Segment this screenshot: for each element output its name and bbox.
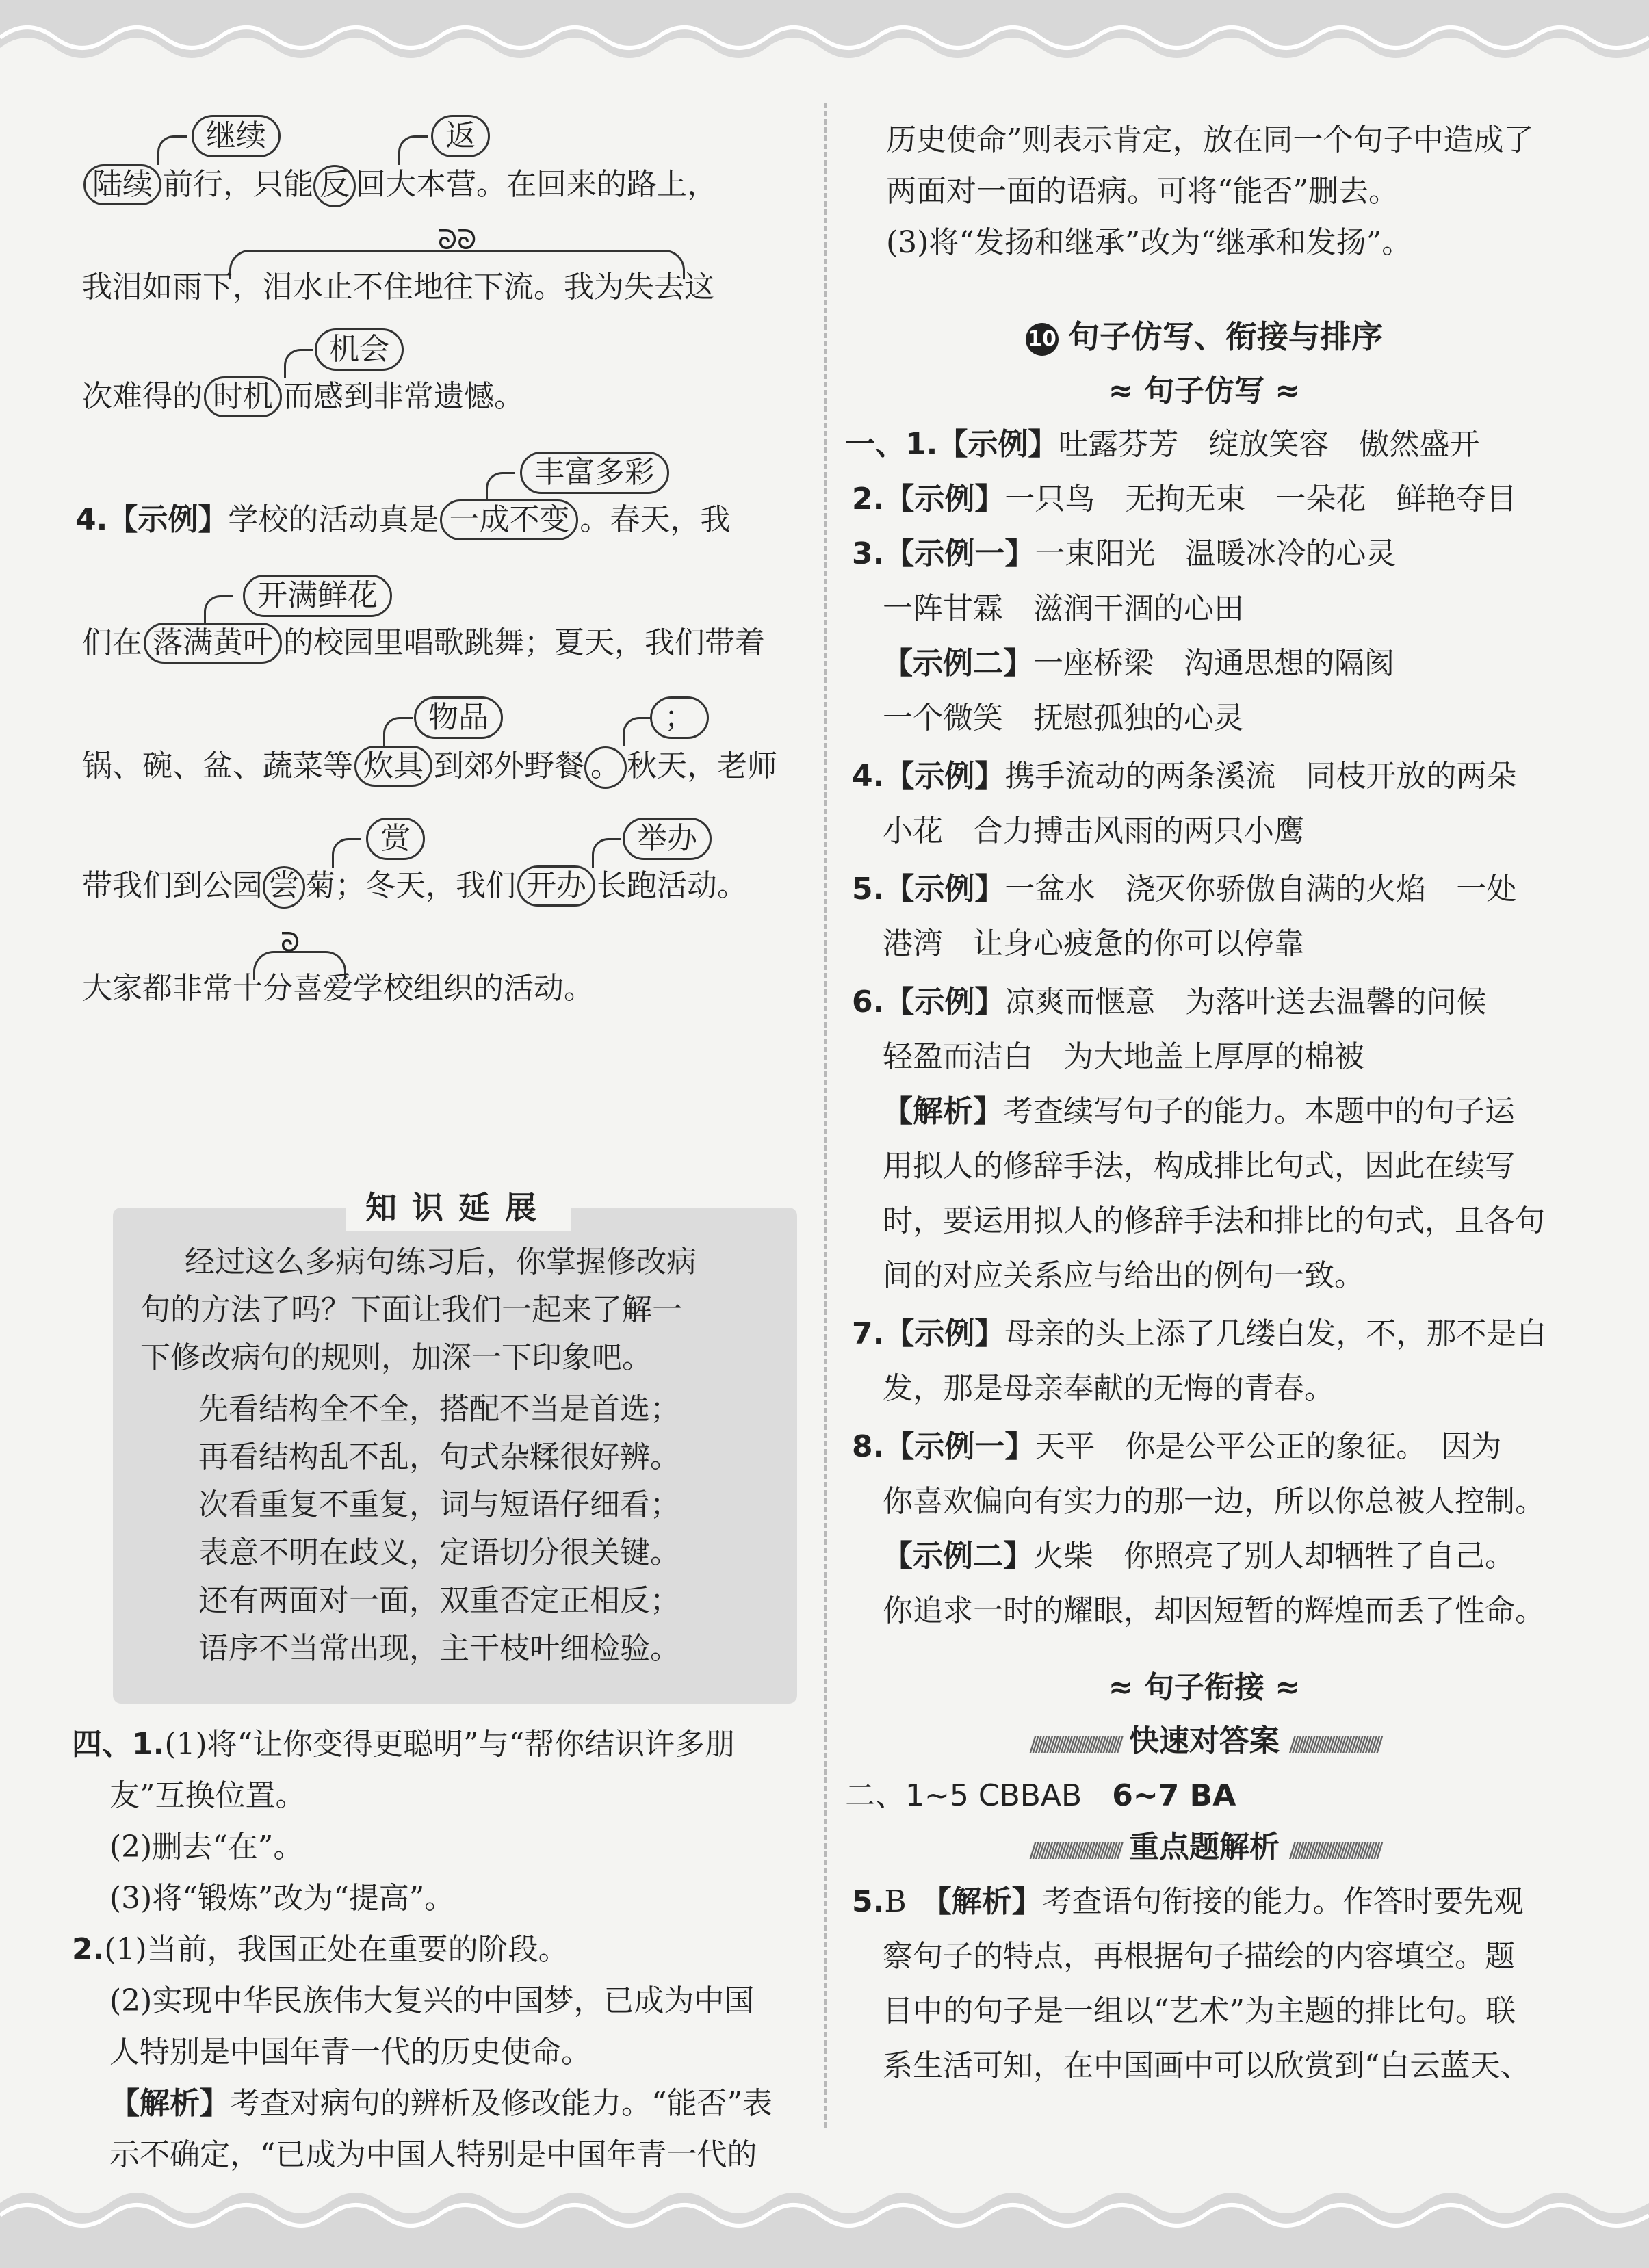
tag: 【解析】 [109, 2086, 230, 2121]
tag: 【示例】 [884, 985, 1005, 1019]
item-number: 四、1. [72, 1727, 165, 1762]
quick-answer-label: 快速对答案 [1129, 1723, 1280, 1758]
text-line: 时，要运用拟人的修辞手法和排比的句式，且各句 [883, 1203, 1545, 1238]
hatch-decoration: //////////////////////////////// [1029, 1732, 1119, 1756]
text: 一盆水 浇灭你骄傲自满的火焰 一处 [1004, 872, 1517, 907]
text-line [82, 623, 765, 664]
correction-connector [332, 838, 361, 868]
correction-bubble: 物品 [414, 696, 503, 739]
text: 考查续写句子的能力。本题中的句子运 [1003, 1094, 1515, 1129]
text-line [852, 479, 1516, 520]
text-line [883, 1536, 1515, 1577]
text-line: 人特别是中国年青一代的历史使命。 [109, 2035, 591, 2070]
text-line [82, 164, 717, 207]
text: 天平 你是公平公正的象征。 因为 [1035, 1429, 1502, 1464]
text-line: 港湾 让身心疲惫的你可以停靠 [883, 926, 1304, 961]
text-line [852, 1314, 1546, 1355]
item-number: 2. [72, 1932, 105, 1967]
tag: 【解析】 [936, 1884, 1042, 1919]
text: 的校园里唱歌跳舞；夏天，我们带着 [283, 625, 765, 660]
deleted-phrase: ，泪水止不住地往下流 [233, 270, 534, 304]
knowledge-verse: 再看结构乱不乱，句式杂糅很好辨。 [198, 1439, 680, 1474]
column-divider [824, 103, 827, 2128]
text: 秋天，老师 [627, 748, 777, 783]
text-line [852, 869, 1516, 910]
text: 前行，只能 [163, 167, 313, 202]
key-analysis-bar [845, 1827, 1563, 1871]
text-line: 友”互换位置。 [109, 1778, 306, 1813]
correction-connector [284, 349, 313, 378]
correction-bubble: 丰富多彩 [520, 452, 669, 494]
text-line [72, 1929, 569, 1970]
tag: 【示例二】 [883, 1539, 1033, 1574]
wave-icon: ≈ [1264, 1670, 1301, 1705]
text: 考查语句衔接的能力。作答时要先观 [1041, 1884, 1524, 1919]
knowledge-line: 下修改病句的规则，加深一下印象吧。 [140, 1340, 652, 1375]
marked-char: 反 [313, 165, 356, 207]
text: 。我为失去这 [534, 270, 714, 304]
marked-char: 。 [584, 746, 627, 789]
subsection-title: 句子仿写 [1144, 374, 1264, 408]
text: 到郊外野餐 [434, 748, 584, 783]
knowledge-verse: 语序不当常出现，主干枝叶细检验。 [198, 1631, 680, 1666]
wave-icon: ≈ [1108, 1670, 1144, 1705]
text-line [72, 1724, 735, 1765]
text: 而感到非常遗憾。 [283, 379, 524, 414]
tag: 【示例】 [884, 1316, 1005, 1351]
text-line: (3)将“发扬和继承”改为“继承和发扬”。 [886, 225, 1412, 260]
top-wave-band [0, 0, 1649, 65]
marked-char: 尝 [263, 866, 305, 909]
correction-connector [486, 472, 515, 501]
text-line: (2)删去“在”。 [109, 1829, 304, 1864]
correction-connector [398, 135, 428, 165]
section-number-badge: 10 [1026, 323, 1059, 356]
knowledge-title: 知识延展 [346, 1184, 571, 1231]
item-number: 一、1. [845, 427, 938, 462]
quick-answer-bar [845, 1721, 1563, 1765]
marked-word: 时机 [204, 376, 282, 417]
text-line: 你喜欢偏向有实力的那一边，所以你总被人控制。 [883, 1484, 1545, 1519]
tag: 【示例】 [884, 759, 1005, 794]
text: 长跑活动。 [597, 868, 747, 903]
knowledge-verse: 次看重复不重复，词与短语仔细看； [198, 1487, 680, 1522]
text: 我泪如雨下 [82, 270, 233, 304]
item-number: 3. [852, 536, 885, 571]
correction-bubble: 继续 [192, 115, 281, 157]
text: 吐露芬芳 绽放笑容 傲然盛开 [1058, 427, 1480, 462]
subsection-heading [845, 369, 1563, 413]
text-line [82, 968, 594, 1009]
text-line: 目中的句子是一组以“艺术”为主题的排比句。联 [883, 1994, 1516, 2029]
tag: 【示例】 [107, 502, 229, 537]
text-line [883, 1091, 1515, 1132]
text-line [82, 746, 777, 789]
delete-swirl: ᘐ [281, 927, 300, 959]
text: 带我们到公园 [82, 868, 263, 903]
text: 菊；冬天，我们 [305, 868, 516, 903]
deleted-phrase: 十分 [233, 971, 293, 1006]
delete-swirl: ᘐᘐ [438, 224, 477, 256]
hatch-decoration: //////////////////////////////// [1029, 1838, 1119, 1862]
text-line: 历史使命”则表示肯定，放在同一个句子中造成了 [886, 122, 1534, 157]
text-line [82, 376, 524, 417]
section-heading [845, 315, 1563, 359]
hatch-decoration: //////////////////////////////// [1289, 1838, 1379, 1862]
correction-connector [623, 717, 652, 746]
correction-bubble: ； [650, 696, 709, 739]
text-line: 用拟人的修辞手法，构成排比句式，因此在续写 [883, 1149, 1515, 1184]
text: 大家都非常 [82, 971, 233, 1006]
answer: B [884, 1884, 907, 1919]
tag: 【解析】 [883, 1094, 1003, 1129]
text-line [852, 534, 1396, 575]
text-line [852, 1426, 1501, 1468]
tag: 【示例】 [937, 427, 1059, 462]
text: 。春天，我 [580, 502, 731, 537]
text-line: 你追求一时的耀眼，却因短暂的辉煌而丢了性命。 [883, 1593, 1545, 1628]
answer-group: 6~7 BA [1112, 1778, 1236, 1813]
tag: 【示例】 [884, 872, 1005, 907]
text-line [852, 1881, 1524, 1922]
item-number: 7. [852, 1316, 885, 1351]
knowledge-verse: 先看结构全不全，搭配不当是首选； [198, 1392, 680, 1426]
knowledge-line: 经过这么多病句练习后，你掌握修改病 [185, 1244, 697, 1279]
correction-connector [592, 838, 621, 868]
answer-line [845, 1775, 1236, 1816]
text: 母亲的头上添了几缕白发，不，那不是白 [1004, 1316, 1547, 1351]
text-line: 发，那是母亲奉献的无悔的青春。 [883, 1371, 1334, 1406]
tag: 【示例二】 [883, 646, 1033, 681]
text-line: 轻盈而洁白 为大地盖上厚厚的棉被 [883, 1039, 1364, 1074]
section-title: 句子仿写、衔接与排序 [1068, 318, 1383, 355]
key-analysis-label: 重点题解析 [1129, 1829, 1280, 1864]
text: 考查对病句的辨析及修改能力。“能否”表 [230, 2086, 772, 2121]
correction-bubble: 开满鲜花 [243, 575, 392, 617]
marked-word: 陆续 [83, 164, 161, 205]
item-number: 5. [852, 872, 885, 907]
correction-connector [204, 595, 233, 625]
item-number: 2. [852, 482, 885, 517]
text-line: 两面对一面的语病。可将“能否”删去。 [886, 174, 1399, 209]
subsection-title: 句子衔接 [1144, 1670, 1264, 1705]
text: 一座桥梁 沟通思想的隔阂 [1033, 646, 1394, 681]
marked-word: 炊具 [354, 746, 432, 787]
text-line [82, 267, 714, 308]
correction-bubble: 机会 [315, 328, 404, 371]
text: 喜爱学校组织的活动。 [293, 971, 594, 1006]
text-line: 一个微笑 抚慰孤独的心灵 [883, 701, 1244, 735]
item-number: 4. [75, 502, 108, 537]
item-number: 5. [852, 1884, 885, 1919]
text-line: (2)实现中华民族伟大复兴的中国梦，已成为中国 [109, 1983, 755, 2018]
text: 火柴 你照亮了别人却牺牲了自己。 [1033, 1539, 1515, 1574]
text: 一只鸟 无拘无束 一朵花 鲜艳夺目 [1004, 482, 1517, 517]
text: 次难得的 [82, 379, 203, 414]
item-number: 6. [852, 985, 885, 1019]
text: 学校的活动真是 [228, 502, 439, 537]
text-line [883, 643, 1394, 684]
text: (1)将“让你变得更聪明”与“帮你结识许多朋 [164, 1727, 736, 1762]
text: 锅、碗、盆、蔬菜等 [82, 748, 353, 783]
item-number: 8. [852, 1429, 885, 1464]
text-line [852, 982, 1486, 1023]
text-line [75, 499, 730, 540]
text: 们在 [82, 625, 142, 660]
bottom-wave-band [0, 2182, 1649, 2268]
text-line: 一阵甘霖 滋润干涸的心田 [883, 591, 1244, 626]
text-line [109, 2083, 772, 2124]
knowledge-line: 句的方法了吗？下面让我们一起来了解一 [140, 1292, 682, 1327]
correction-bubble: 举办 [623, 818, 712, 860]
correction-bubble: 返 [431, 115, 490, 157]
wave-icon: ≈ [1264, 374, 1301, 408]
correction-bubble: 赏 [366, 818, 425, 860]
hatch-decoration: //////////////////////////////// [1289, 1732, 1379, 1756]
text-line [82, 865, 747, 909]
marked-word: 一成不变 [440, 499, 578, 540]
subsection-heading [845, 1666, 1563, 1710]
answer-group: 二、1~5 CBBAB [845, 1778, 1082, 1813]
knowledge-verse: 表意不明在歧义，定语切分很关键。 [198, 1535, 680, 1570]
tag: 【示例一】 [884, 536, 1035, 571]
correction-connector [157, 135, 187, 165]
item-number: 4. [852, 759, 885, 794]
text: 携手流动的两条溪流 同枝开放的两朵 [1004, 759, 1517, 794]
tag: 【示例】 [884, 482, 1005, 517]
marked-word: 开办 [517, 865, 595, 907]
text: 一束阳光 温暖冰冷的心灵 [1035, 536, 1397, 571]
text: 回大本营。在回来的路上， [356, 167, 717, 202]
text-line [852, 756, 1516, 797]
correction-connector [383, 717, 413, 746]
text-line: 示不确定，“已成为中国人特别是中国年青一代的 [109, 2137, 757, 2172]
text: 凉爽而惬意 为落叶送去温馨的问候 [1004, 985, 1487, 1019]
text-line: 小花 合力搏击风雨的两只小鹰 [883, 813, 1304, 848]
text-line: 察句子的特点，再根据句子描绘的内容填空。题 [883, 1939, 1515, 1974]
text-line [845, 424, 1479, 465]
text-line: (3)将“锻炼”改为“提高”。 [109, 1881, 455, 1916]
knowledge-verse: 还有两面对一面，双重否定正相反； [198, 1583, 680, 1618]
wave-icon: ≈ [1108, 374, 1144, 408]
marked-word: 落满黄叶 [144, 623, 282, 664]
text: (1)当前，我国正处在重要的阶段。 [104, 1932, 569, 1967]
text-line: 系生活可知，在中国画中可以欣赏到“白云蓝天、 [883, 2048, 1531, 2083]
tag: 【示例一】 [884, 1429, 1035, 1464]
text-line: 间的对应关系应与给出的例句一致。 [883, 1258, 1364, 1293]
